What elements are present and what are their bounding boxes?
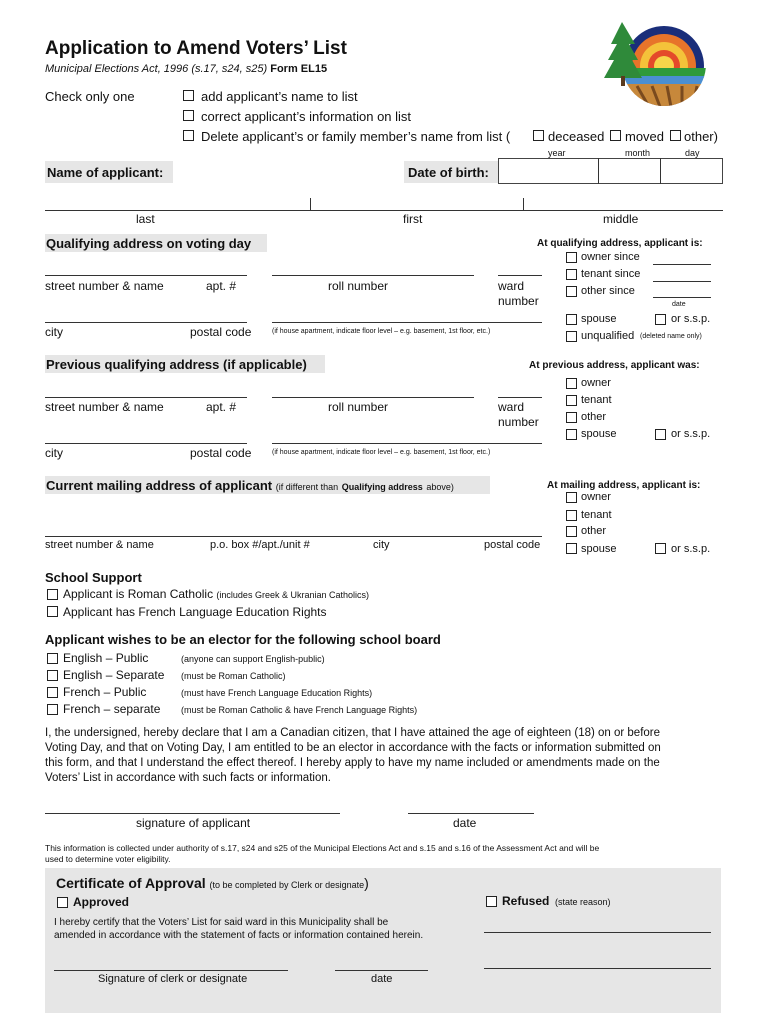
pobox-label: p.o. box #/apt./unit # — [210, 539, 310, 551]
city-label: city — [45, 446, 63, 460]
add-name-label: add applicant’s name to list — [201, 89, 358, 104]
owner-since-label: owner since — [581, 251, 640, 263]
mail-tenant-label: tenant — [581, 509, 612, 521]
unqualified-label: unqualified — [581, 330, 635, 342]
previous-city-line[interactable] — [45, 443, 247, 444]
authority-line-2: used to determine voter eligibility. — [45, 854, 171, 864]
refused-label: Refused — [502, 894, 550, 908]
prev-spouse-checkbox[interactable] — [566, 429, 577, 440]
qualifying-roll-line[interactable] — [272, 275, 474, 276]
deceased-checkbox[interactable] — [533, 130, 544, 141]
english-separate-checkbox[interactable] — [47, 670, 58, 681]
declaration-line-3: this form, and that I understand the effect thereof. I hereby apply to have my name included or amendments made on the — [45, 757, 660, 769]
dob-input[interactable] — [498, 158, 723, 184]
delete-name-label: Delete applicant’s or family member’s name from list ( — [201, 129, 511, 144]
prev-ssp-checkbox[interactable] — [655, 429, 666, 440]
deceased-label: deceased — [548, 129, 605, 144]
prev-owner-checkbox[interactable] — [566, 378, 577, 389]
english-public-checkbox[interactable] — [47, 653, 58, 664]
french-public-note: (must have French Language Education Rights) — [181, 688, 373, 698]
last-label: last — [136, 212, 155, 226]
prev-other-checkbox[interactable] — [566, 412, 577, 423]
qualifying-ward-line[interactable] — [498, 275, 542, 276]
french-separate-label: French – separate — [63, 702, 161, 716]
dob-divider — [598, 158, 599, 184]
form-id: Form EL15 — [270, 63, 328, 75]
postal-label: postal code — [190, 325, 252, 339]
correct-info-label: correct applicant’s information on list — [201, 109, 412, 124]
school-support-title: School Support — [45, 570, 142, 585]
ward-label: ward — [498, 279, 525, 293]
city-label: city — [373, 539, 390, 551]
clerk-signature-line[interactable] — [54, 970, 288, 971]
french-public-label: French – Public — [63, 685, 147, 699]
date-note: date — [672, 301, 686, 308]
owner-since-line[interactable] — [653, 264, 711, 265]
dob-divider — [660, 158, 661, 184]
apt-label: apt. # — [206, 279, 237, 293]
previous-street-line[interactable] — [45, 397, 247, 398]
previous-roll-line[interactable] — [272, 397, 474, 398]
clerk-date-label: date — [371, 973, 393, 985]
municipal-logo — [602, 14, 708, 112]
french-rights-label: Applicant has French Language Education Rights — [63, 605, 327, 619]
mail-owner-label: owner — [581, 491, 611, 503]
other-since-checkbox[interactable] — [566, 286, 577, 297]
qualifying-city-line[interactable] — [45, 322, 247, 323]
owner-since-checkbox[interactable] — [566, 252, 577, 263]
applicant-signature-line[interactable] — [45, 813, 340, 814]
other-since-label: other since — [581, 285, 635, 297]
ward-number-label: number — [498, 294, 539, 308]
mail-ssp-checkbox[interactable] — [655, 543, 666, 554]
previous-ward-line[interactable] — [498, 397, 542, 398]
declaration-line-2: Voting Day, and that on Voting Day, I am entitled to be an elector in accordance with the facts or information submitted on — [45, 742, 661, 754]
floor-note: (if house apartment, indicate floor level – e.g. basement, 1st floor, etc.) — [272, 449, 491, 456]
add-name-checkbox[interactable] — [183, 90, 194, 101]
mail-spouse-checkbox[interactable] — [566, 543, 577, 554]
tenant-since-checkbox[interactable] — [566, 269, 577, 280]
middle-label: middle — [603, 212, 639, 226]
french-public-checkbox[interactable] — [47, 687, 58, 698]
refused-checkbox[interactable] — [486, 896, 497, 907]
school-board-title: Applicant wishes to be an elector for the following school board — [45, 632, 441, 647]
correct-info-checkbox[interactable] — [183, 110, 194, 121]
delete-name-checkbox[interactable] — [183, 130, 194, 141]
dob-month-label: month — [625, 148, 651, 158]
certify-line-2: amended in accordance with the statement of facts or information contained herein. — [54, 930, 424, 941]
spouse-label: spouse — [581, 313, 617, 325]
apt-label: apt. # — [206, 400, 237, 414]
signature-date-label: date — [453, 816, 477, 830]
mailing-address-line[interactable] — [45, 536, 542, 537]
previous-address-title: Previous qualifying address (if applicable) — [46, 357, 307, 372]
approved-label: Approved — [73, 895, 130, 909]
applicant-date-line[interactable] — [408, 813, 534, 814]
ssp-label: or s.s.p. — [671, 313, 711, 325]
name-line[interactable] — [45, 210, 723, 211]
declaration-line-1: I, the undersigned, hereby declare that I am a Canadian citizen, that I have attained the age of eighteen (18) on or before — [45, 727, 661, 739]
moved-checkbox[interactable] — [610, 130, 621, 141]
tenant-since-line[interactable] — [653, 281, 711, 282]
dob-year-label: year — [548, 148, 566, 158]
mail-ssp-label: or s.s.p. — [671, 543, 711, 555]
street-label: street number & name — [45, 400, 164, 414]
street-label: street number & name — [45, 279, 164, 293]
roman-catholic-label: Applicant is Roman Catholic (includes Greek & Ukranian Catholics) — [63, 587, 369, 601]
postal-label: postal code — [484, 539, 541, 551]
moved-label: moved — [625, 129, 665, 144]
first-label: first — [403, 212, 423, 226]
other-checkbox[interactable] — [670, 130, 681, 141]
refused-reason-line[interactable] — [484, 968, 711, 969]
qualifying-address-title: Qualifying address on voting day — [46, 236, 252, 251]
date-of-birth-label: Date of birth: — [408, 165, 489, 180]
declaration-line-4: Voters’ List in accordance with such facts or information. — [45, 772, 331, 784]
mail-other-checkbox[interactable] — [566, 526, 577, 537]
form-subtitle: Municipal Elections Act, 1996 (s.17, s24, s25) Form EL15 — [45, 63, 328, 75]
mail-spouse-label: spouse — [581, 543, 617, 555]
english-public-note: (anyone can support English-public) — [181, 654, 325, 664]
french-rights-checkbox[interactable] — [47, 606, 58, 617]
authority-line-1: This information is collected under authority of s.17, s24 and s25 of the Municipal Elections Act and s.15 and s.16 of the Assessment Act and will be — [45, 843, 600, 853]
french-separate-checkbox[interactable] — [47, 704, 58, 715]
city-label: city — [45, 325, 63, 339]
form-title: Application to Amend Voters’ List — [45, 38, 347, 59]
prev-ssp-label: or s.s.p. — [671, 428, 711, 440]
ssp-checkbox[interactable] — [655, 314, 666, 325]
french-separate-note: (must be Roman Catholic & have French Language Rights) — [181, 705, 418, 715]
clerk-signature-label: Signature of clerk or designate — [98, 973, 248, 985]
certificate-title: Certificate of Approval (to be completed by Clerk or designate) — [56, 875, 369, 891]
english-public-label: English – Public — [63, 651, 149, 665]
other-label: other) — [684, 129, 718, 144]
certify-line-1: I hereby certify that the Voters’ List for said ward in this Municipality shall be — [54, 917, 389, 928]
floor-note: (if house apartment, indicate floor level – e.g. basement, 1st floor, etc.) — [272, 328, 491, 335]
name-divider — [523, 198, 524, 210]
dob-day-label: day — [685, 148, 700, 158]
signature-label: signature of applicant — [136, 816, 251, 830]
ward-label: ward — [498, 400, 525, 414]
prev-spouse-label: spouse — [581, 428, 617, 440]
previous-floor-line[interactable] — [272, 443, 542, 444]
mailing-status-title: At mailing address, applicant is: — [547, 480, 701, 491]
qualifying-status-title: At qualifying address, applicant is: — [537, 238, 703, 249]
english-separate-note: (must be Roman Catholic) — [181, 671, 286, 681]
english-separate-label: English – Separate — [63, 668, 165, 682]
name-divider — [310, 198, 311, 210]
prev-tenant-label: tenant — [581, 394, 612, 406]
qualifying-street-line[interactable] — [45, 275, 247, 276]
qualifying-floor-line[interactable] — [272, 322, 542, 323]
mail-other-label: other — [581, 525, 607, 537]
approved-checkbox[interactable] — [57, 897, 68, 908]
refused-note: (state reason) — [555, 897, 611, 907]
street-label: street number & name — [45, 539, 154, 551]
roman-catholic-checkbox[interactable] — [47, 589, 58, 600]
name-of-applicant-label: Name of applicant: — [47, 165, 164, 180]
clerk-date-line[interactable] — [335, 970, 428, 971]
other-since-line[interactable] — [653, 297, 711, 298]
prev-owner-label: owner — [581, 377, 611, 389]
mailing-address-title: Current mailing address of applicant (if different than Qualifying address above) — [46, 478, 454, 493]
mail-owner-checkbox[interactable] — [566, 492, 577, 503]
refused-reason-line[interactable] — [484, 932, 711, 933]
spouse-checkbox[interactable] — [566, 314, 577, 325]
unqualified-note: (deleted name only) — [640, 333, 702, 340]
check-only-one-label: Check only one — [45, 89, 135, 104]
ward-number-label: number — [498, 415, 539, 429]
prev-tenant-checkbox[interactable] — [566, 395, 577, 406]
unqualified-checkbox[interactable] — [566, 331, 577, 342]
previous-status-title: At previous address, applicant was: — [529, 360, 700, 371]
roll-label: roll number — [328, 279, 389, 293]
prev-other-label: other — [581, 411, 607, 423]
roll-label: roll number — [328, 400, 389, 414]
tenant-since-label: tenant since — [581, 268, 641, 280]
postal-label: postal code — [190, 446, 252, 460]
mail-tenant-checkbox[interactable] — [566, 510, 577, 521]
